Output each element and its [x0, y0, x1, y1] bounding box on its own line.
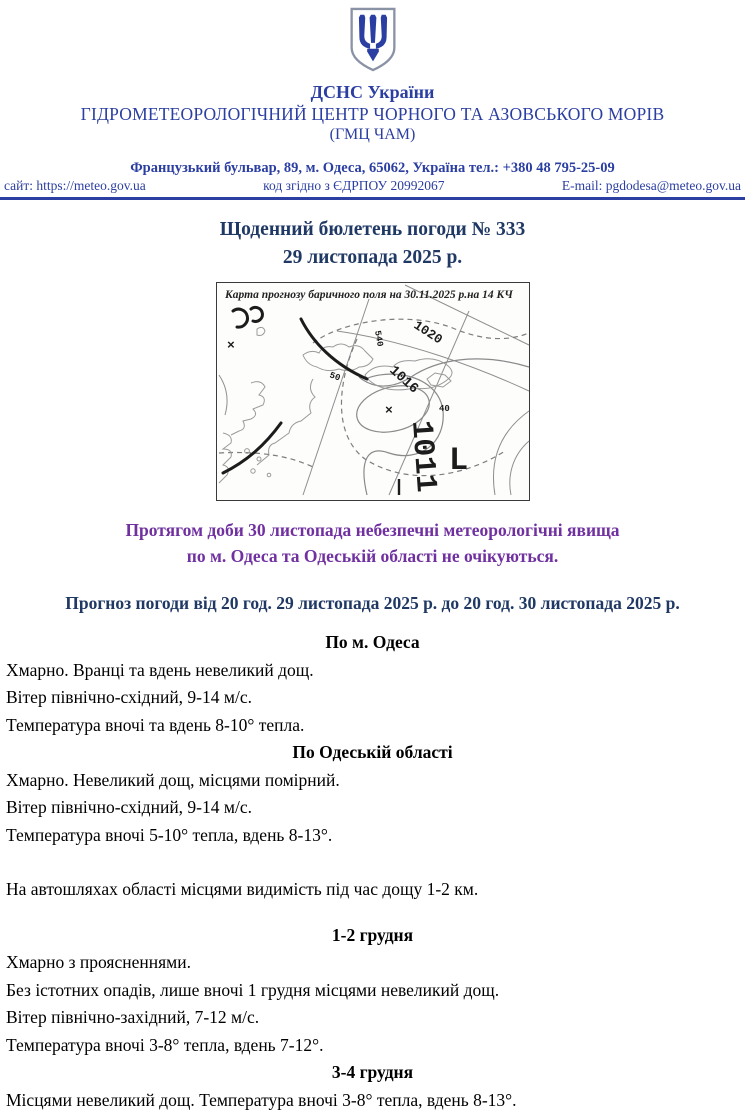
svg-text:×: ×: [385, 403, 393, 418]
svg-text:1011: 1011: [403, 419, 442, 493]
org-name-short: ДСНС України: [0, 81, 745, 103]
forecast-period: Прогноз погоди від 20 год. 29 листопада 2025 р. до 20 год. 30 листопада 2025 р.: [0, 591, 745, 615]
forecast-line: Хмарно. Вранці та вдень невеликий дощ.: [6, 657, 739, 685]
org-address: Французький бульвар, 89, м. Одеса, 65062, Україна тел.: +380 48 795-25-09: [0, 159, 745, 177]
bulletin-title-line2: 29 листопада 2025 р.: [0, 244, 745, 272]
svg-text:540: 540: [372, 330, 385, 348]
forecast-line: Температура вночі 5-10° тепла, вдень 8-13°.: [6, 822, 739, 850]
section-heading-dec-3-4: 3-4 грудня: [6, 1059, 739, 1087]
svg-text:×: ×: [227, 338, 235, 353]
forecast-line: Температура вночі 3-8° тепла, вдень 7-12°.: [6, 1032, 739, 1060]
forecast-body: [0, 629, 745, 1114]
forecast-line: Вітер північно-східний, 9-14 м/с.: [6, 794, 739, 822]
svg-text:40: 40: [439, 404, 450, 414]
svg-text:1016: 1016: [385, 363, 421, 397]
email-link[interactable]: E-mail: pgdodesa@meteo.gov.ua: [562, 178, 741, 194]
hazard-notice-line1: Протягом доби 30 листопада небезпечні метеорологічні явища: [0, 517, 745, 543]
org-name-full: ГІДРОМЕТЕОРОЛОГІЧНИЙ ЦЕНТР ЧОРНОГО ТА АЗОВСЬКОГО МОРІВ: [0, 103, 745, 125]
forecast-line: Місцями невеликий дощ. Температура вночі 3-8° тепла, вдень 8-13°.: [6, 1087, 739, 1114]
forecast-line: Хмарно. Невеликий дощ, місцями помірний.: [6, 767, 739, 795]
forecast-line: Хмарно з проясненнями.: [6, 949, 739, 977]
hazard-notice: [0, 517, 745, 569]
section-heading-odesa-region: По Одеській області: [6, 739, 739, 767]
site-link[interactable]: сайт: https://meteo.gov.ua: [4, 178, 146, 194]
header-divider: [0, 197, 745, 200]
letterhead: [0, 0, 745, 200]
forecast-line: Без істотних опадів, лише вночі 1 грудня місцями невеликий дощ.: [6, 977, 739, 1005]
org-abbreviation: (ГМЦ ЧАМ): [0, 125, 745, 145]
section-heading-odesa-city: По м. Одеса: [6, 629, 739, 657]
road-visibility-note: На автошляхах області місцями видимість під час дощу 1-2 км.: [6, 876, 739, 904]
bulletin-title: [0, 216, 745, 272]
edrpou-code: код згідно з ЄДРПОУ 20992067: [146, 178, 562, 194]
section-heading-dec-1-2: 1-2 грудня: [6, 922, 739, 950]
forecast-line: Температура вночі та вдень 8-10° тепла.: [6, 712, 739, 740]
contact-row: [0, 177, 745, 194]
forecast-line: Вітер північно-східний, 9-14 м/с.: [6, 684, 739, 712]
ukraine-trident-emblem-icon: [347, 7, 399, 78]
pressure-forecast-map: [216, 282, 530, 501]
bulletin-title-line1: Щоденний бюлетень погоди № 333: [0, 216, 745, 244]
map-caption-svg: Карта прогнозу баричного поля на 30.11.2025 р.на 14 КЧ: [224, 289, 513, 301]
svg-text:50: 50: [327, 370, 341, 383]
svg-text:L: L: [449, 442, 468, 479]
svg-text:1020: 1020: [410, 318, 445, 348]
forecast-line: Вітер північно-західний, 7-12 м/с.: [6, 1004, 739, 1032]
hazard-notice-line2: по м. Одеса та Одеській області не очікуються.: [0, 543, 745, 569]
